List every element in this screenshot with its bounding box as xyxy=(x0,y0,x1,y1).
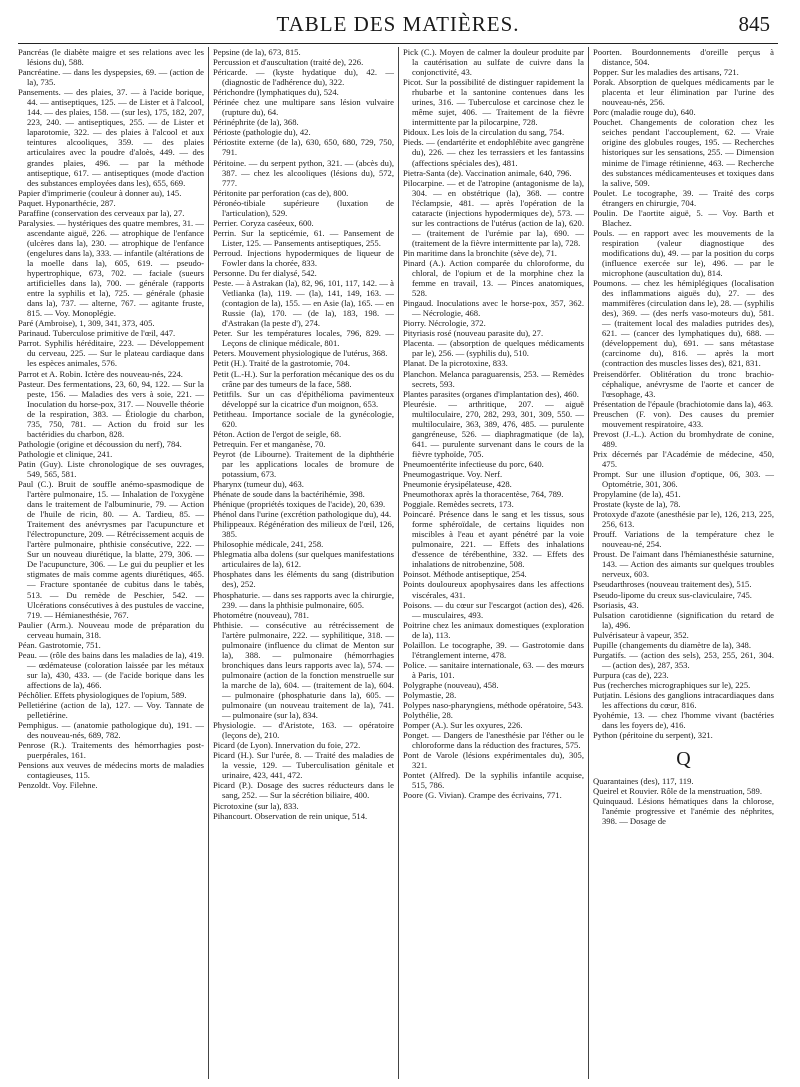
index-entry: Péritonite par perforation (cas de), 800. xyxy=(213,187,349,198)
index-entry: Peau. — (rôle des bains dans les maladies de la), 419. — œdémateuse (coloration laissée par les métaux sur la), 430, 433. — (de l'acide borique dans les affections de la), 466. xyxy=(18,649,204,690)
index-entry: Poisons. — du cœur sur l'escargot (action des), 426. — musculaires, 493. xyxy=(403,599,584,620)
index-entry: Parrot. Syphilis héréditaire, 223. — Développement du cerveau, 225. — Sur le plateau cardiaque dans les espèces animales, 576. xyxy=(18,338,204,369)
index-entry: Phthisie. — consécutive au rétrécissement de l'artère pulmonaire, 222. — syphilitique, 318. — pulmonaire (influence du climat de Menton sur la), 388. — pulmonaire (hémorrhagies bronchiques dans leurs rapports avec la), 574. — pulmonaire (action de la fonction menstruelle sur la marche de la), 604. — (traitement de la), 604. — pulmonaire (phosphaturie dans la), 605. — pulmonaire (un nouveau traitement de la), 741. — pulmonaire (sur la), 834. xyxy=(213,619,394,721)
page-header xyxy=(18,4,778,42)
index-entry: Ponget. — Dangers de l'anesthésie par l'éther ou le chloroforme dans la réduction des fractures, 575. xyxy=(403,730,584,751)
index-entry: Phlegmatia alba dolens (sur quelques manifestations articulaires de la), 612. xyxy=(213,549,394,570)
index-entry: Pharynx (tumeur du), 463. xyxy=(213,479,304,490)
index-entry: Photométre (nouveau), 781. xyxy=(213,609,309,620)
index-entry: Picrotoxine (sur la), 833. xyxy=(213,800,299,811)
index-entry: Pneumogastrique. Voy. Nerf. xyxy=(403,468,503,479)
index-entry: Picard (de Lyon). Innervation du foie, 272. xyxy=(213,740,361,751)
index-entry: Pityriasis rosé (nouveau parasite du), 27. xyxy=(403,328,544,339)
index-entry: Planchon. Melanca paraguarensis, 253. — Remèdes secrets, 593. xyxy=(403,368,584,389)
index-entry: Piorry. Nécrologie, 372. xyxy=(403,318,486,329)
index-entry: Petit (H.). Traité de la gastrotomie, 704. xyxy=(213,358,351,369)
index-entry: Pansements. — des plaies, 37. — à l'acide borique, 44. — antiseptiques, 125. — de Lister et à l'alcool, 144. — des plaies, 158. — (sur les), 175, 182, 207, 223, 240. — antiseptiques, 255. — de Lister et laparotomie, 322. — des plaies à l'alcool et aux teintures alcooliques, 359. — des plaies articulaires avec la poudre d'aloès, 449. — des grandes plaies, 496. — par la méthode antiseptique, 617. — antiseptiques (mode d'action des substances employées dans les), 655, 669. xyxy=(18,87,204,188)
index-entry: Paré (Ambroise), 1, 309, 341, 373, 405. xyxy=(18,318,155,329)
index-entry: Pneumothorax après la thoracentèse, 764, 789. xyxy=(403,489,564,500)
index-entry: Quinquaud. Lésions hématiques dans la chlorose, l'anémie progressive et l'anémie des néphrites, 398. — Dosage de xyxy=(593,796,774,827)
index-entry: Petit (L.-H.). Sur la perforation mécanique des os du crâne par des tumeurs de la face, 588. xyxy=(213,368,394,389)
index-entry: Plantes parasites (organes d'implantation des), 460. xyxy=(403,388,579,399)
index-entry: Pouls. — en rapport avec les mouvements de la respiration (valeur diagnostique des modifications du), 49. — par la position du corps (influence exercée sur le), 496. — par le microphone (auscultation du), 814. xyxy=(593,227,774,279)
index-entry: Pidoux. Les lois de la circulation du sang, 754. xyxy=(403,127,565,138)
index-entry: Purgatifs. — (action des sels), 253, 255, 261, 304. — (action des), 287, 353. xyxy=(593,649,774,670)
index-entry: Protoxyde d'azote (anesthésie par le), 126, 213, 225, 256, 613. xyxy=(593,509,774,530)
index-entry: Pneumoentérite infectieuse du porc, 640. xyxy=(403,458,544,469)
index-entry: Paraffine (conservation des cerveaux par la), 27. xyxy=(18,207,185,218)
index-entry: Périoste (pathologie du), 42. xyxy=(213,127,311,138)
index-entry: Pontet (Alfred). De la syphilis infantile acquise, 515, 786. xyxy=(403,770,584,791)
index-entry: Penrose (R.). Traitements des hémorrhagies post-puerpérales, 161. xyxy=(18,740,204,761)
index-entry: Peters. Mouvement physiologique de l'utérus, 368. xyxy=(213,348,388,359)
index-entry: Peste. — à Astrakan (la), 82, 96, 101, 117, 142. — à Vetlianka (la), 119. — (la), 141, 149, 163. — (contagion de la), 155. — en Asie (la), 165. — en Russie (la), 170. — (de la), 183, 198. — d'Astrakan (la peste d'), 274. xyxy=(213,278,394,329)
index-entry: Physiologie. — d'Aristote, 163. — opératoire (leçons de), 210. xyxy=(213,720,394,741)
index-entry: Pneumonie érysipélateuse, 428. xyxy=(403,479,512,490)
index-entry: Périostite externe (de la), 630, 650, 680, 729, 750, 791. xyxy=(213,137,394,158)
page-number: 845 xyxy=(738,12,770,36)
index-entry: Porc (maladie rouge du), 640. xyxy=(593,107,696,118)
index-entry: Polypes naso-pharyngiens, méthode opératoire, 543. xyxy=(403,700,584,711)
index-entry: Poorten. Bourdonnements d'oreille perçus à distance, 504. xyxy=(593,47,774,68)
index-column-3 xyxy=(398,47,588,1079)
index-entry: Phosphates dans les éléments du sang (distribution des), 252. xyxy=(213,569,394,590)
index-entry: Planat. De la picrotoxine, 833. xyxy=(403,358,508,369)
index-entry: Papier d'imprimerie (couleur à donner au), 145. xyxy=(18,187,182,198)
index-entry: Prevost (J.-L.). Action du bromhydrate de conine, 489. xyxy=(593,428,774,449)
index-entry: Popper. Sur les maladies des artisans, 721. xyxy=(593,67,739,78)
index-entry: Péchôlier. Effets physiologiques de l'opium, 589. xyxy=(18,690,187,700)
index-entry: Pseudarthroses (nouveau traitement des), 515. xyxy=(593,579,752,590)
index-entry: Pepsine (de la), 673, 815. xyxy=(213,47,301,57)
index-entry: Périchondre (lymphatiques du), 524. xyxy=(213,87,339,98)
index-entry: Prompt. Sur une illusion d'optique, 06, 303. — Optométrie, 301, 306. xyxy=(593,468,774,490)
index-entry: Penzoldt. Voy. Filehne. xyxy=(18,780,98,791)
index-entry: Péritoine. — du serpent python, 321. — (abcès du), 387. — chez les alcooliques (lésions du), 572, 777. xyxy=(213,157,394,188)
index-entry: Périnée chez une multipare sans lésion vulvaire (rupture du), 64. xyxy=(213,97,394,118)
index-entry: Pulvérisateur à vapeur, 352. xyxy=(593,629,689,640)
index-entry: Pancréatine. — dans les dyspepsies, 69. — (action de la), 735. xyxy=(18,67,204,88)
index-entry: Pont de Varole (lésions expérimentales du), 305, 321. xyxy=(403,750,584,771)
index-entry: Placenta. — (absorption de quelques médicaments par le), 256. — (syphilis du), 510. xyxy=(403,338,584,359)
index-entry: Peyrot (de Libourne). Traitement de la diphthérie par les applications locales de bromure de potassium, 673. xyxy=(213,448,394,479)
index-entry: Python (péritoine du serpent), 321. xyxy=(593,730,713,741)
index-entry: Péricarde. — (kyste hydatique du), 42. — (diagnostic de l'adhérence du), 322. xyxy=(213,67,394,88)
header-rule xyxy=(18,43,778,44)
index-entry: Pingaud. Inoculations avec le horse-pox, 357, 362. — Nécrologie, 468. xyxy=(403,298,584,319)
index-entry: Polygraphe (nouveau), 458. xyxy=(403,679,499,690)
index-entry: Phénique (propriétés toxiques de l'acide), 20, 639. xyxy=(213,499,386,510)
index-entry: Pomper (A.). Sur les oxyures, 226. xyxy=(403,720,523,731)
index-entry: Phénol dans l'urine (excrétion pathologique du), 44. xyxy=(213,509,392,520)
index-column-2 xyxy=(208,47,398,1079)
index-entry: Pancréas (le diabète maigre et ses relations avec les lésions du), 588. xyxy=(18,47,204,68)
index-entry: Pelletiérine (action de la), 127. — Voy. Tannate de pelletiérine. xyxy=(18,700,204,721)
index-column-1 xyxy=(18,47,208,1079)
index-entry: Poore (G. Vivian). Crampe des écrivains, 771. xyxy=(403,790,562,801)
index-entry: Pleurésie. — arthritique, 207. — aiguë multiloculaire, 270, 282, 293, 301, 309, 550. — multiloculaire, 363, 389, 476, 485. — purulente gangréneuse, 526. — diaphragmatique (de la), 641. — purulente survenant dans le cours de la fièvre typhoïde, 705. xyxy=(403,398,584,459)
index-entry: Quarantaines (des), 117, 119. xyxy=(593,776,694,787)
index-entry: Picard (P.). Dosage des sucres réducteurs dans le sang, 252. — Sur la sécrétion biliaire, 400. xyxy=(213,780,394,801)
index-entry: Percussion et d'auscultation (traité de), 226. xyxy=(213,57,364,68)
index-entry: Poulet. Le tocographe, 39. — Traité des corps étrangers en chirurgie, 704. xyxy=(593,187,774,208)
index-entry: Picot. Sur la possibilité de distinguer rapidement la rhubarbe et la santonine contenues dans les urines, 316. — Tuberculose et carcinose chez le même sujet, 406. — Traitement de la fièvre intermittente par la pilocarpine, 728. xyxy=(403,77,584,128)
index-entry: Poumons. — chez les hémiplégiques (localisation des inflammations aiguës du), 27. — des mammifères (circulation dans le), 28. — (syphilis des), 369. — (des nerfs vaso-moteurs du), 581. — (traitement local des maladies putrides des), 621. — (cancer des lymphatiques du), 688. — (développement du), 691. — sans métastase (carcinome du), 816. — après la mort (contraction des muscles lisses des), 821, 831. xyxy=(593,278,774,369)
index-entry: Philosophie médicale, 241, 258. xyxy=(213,539,324,550)
index-entry: Péan. Gastrotomie, 751. xyxy=(18,639,101,650)
index-entry: Pemphigus. — (anatomie pathologique du), 191. — des nouveau-nés, 689, 782. xyxy=(18,720,204,741)
index-entry: Pilocarpine. — et de l'atropine (antagonisme de la), 304. — en obstétrique (la), 368. — contre l'éclampsie, 481. — après l'opération de la cataracte (injections hypodermiques de), 573. — sur les contractions de l'utérus (action de la), 620. — (traitement de l'urémie par la), 690. — (traitement de la fièvre intermittente par la), 728. xyxy=(403,177,584,248)
index-entry: Propylamine (de la), 451. xyxy=(593,489,681,500)
index-entry: Polaillon. Le tocographe, 39. — Gastrotomie dans l'étranglement interne, 478. xyxy=(403,639,584,660)
index-entry: Paquet. Hyponarthécie, 287. xyxy=(18,197,116,208)
index-entry: Paralysies. — hystériques des quatre membres, 31. — ascendante aiguë, 226. — atrophique de l'enfance (ulcères dans la), 230. — atrophique de l'enfance (engelures dans la), 333. — infantile (altérations de la moelle dans la), 605, 619. — pseudo-hypertrophique, 673, 702. — faciale (sueurs artificielles dans la), 700. — générale (rapports entre la syphilis et la), 725. — générale (phasie dans la), 737. — alterne, 767. — agitante fruste, 815. — Voy. Monoplégie. xyxy=(18,217,204,319)
index-entry: Petitheau. Importance sociale de la gynécologie, 620. xyxy=(213,408,394,429)
index-entry: Poincaré. Présence dans le sang et les tissus, sous forme sphéroïdale, de certains liquides non miscibles à l'eau et ayant pénétré par la voie pulmonaire, 221. — Effets des inhalations d'essence de térébenthine, 332. — Effets des inhalations de nitrobenzine, 508. xyxy=(403,509,584,570)
index-entry: Pasteur. Des fermentations, 23, 60, 94, 122. — Sur la peste, 156. — Maladies des vers à soie, 221. — Inoculation du horse-pox, 317. — Nouvelle théorie de la respiration, 383. — Étiologie du charbon, 735, 750, 781. — Action du froid sur les bactéridies du charbon, 828. xyxy=(18,378,204,439)
index-column-4 xyxy=(588,47,778,1079)
index-entry: Pyohémie, 13. — chez l'homme vivant (bactéries dans les foyers de), 416. xyxy=(593,710,774,731)
index-entry: Perrin. Sur la septicémie, 61. — Pansement de Lister, 125. — Pansements antiseptiques, 255. xyxy=(213,227,394,248)
index-entry: Pulsation carotidienne (signification du retard de la), 496. xyxy=(593,609,774,630)
index-entry: Poinsot. Méthode antiseptique, 254. xyxy=(403,569,527,580)
index-entry: Pieds. — (endartérite et endophlébite avec gangrène du), 226. — chez les terrassiers et les fantassins (affections spéciales des), 481. xyxy=(403,137,584,168)
index-entry: Parinaud. Tuberculose primitive de l'œil, 447. xyxy=(18,328,176,339)
index-entry: Pensions aux veuves de médecins morts de maladies contagieuses, 115. xyxy=(18,760,204,781)
index-entry: Petrequin. Fer et manganèse, 70. xyxy=(213,438,326,449)
section-letter: Q xyxy=(676,748,691,771)
index-entry: Purpura (cas de), 223. xyxy=(593,669,669,680)
index-entry: Parrot et A. Robin. Ictère des nouveau-nés, 224. xyxy=(18,368,183,379)
index-entry: Preisendörfer. Oblitération du tronc brachio-céphalique, anévrysme de l'aorte et cancer de l'œsophage, 43. xyxy=(593,368,774,399)
index-entry: Peter. Sur les températures locales, 796, 829. — Leçons de clinique médicale, 801. xyxy=(213,328,394,349)
index-entry: Pouchet. Changements de coloration chez les seiches pendant l'accouplement, 62. — Vraie origine des globules rouges, 195. — Recherches historiques sur les sensations, 255. — Dimension minime de l'image rétinienne, 463. — Recherche des substances médicamenteuses et toxiques dans la salive, 509. xyxy=(593,117,774,188)
index-entry: Picard (H.). Sur l'urée, 8. — Traité des maladies de la vessie, 129. — Tuberculisation génitale et urinaire, 423, 441, 472. xyxy=(213,750,394,781)
index-entry: Prouff. Variations de la température chez le nouveau-né, 254. xyxy=(593,529,774,550)
index-entry: Poulin. De l'aortite aiguë, 5. — Voy. Barth et Blachez. xyxy=(593,207,774,228)
index-entry: Pathologie et clinique, 241. xyxy=(18,448,113,459)
index-entry: Prostate (kyste de la), 78. xyxy=(593,499,681,510)
index-entry: Phosphaturie. — dans ses rapports avec la chirurgie, 239. — dans la phthisie pulmonaire, 605. xyxy=(213,589,394,610)
index-entry: Pathologie (origine et découssion du nerf), 784. xyxy=(18,438,182,449)
index-entry: Personne. Du fer dialysé, 542. xyxy=(213,268,317,279)
index-entry: Pinard (A.). Action comparée du chloroforme, du chloral, de l'opium et de la morphine chez la femme en travail, 13. — Pinces anatomiques, 528. xyxy=(403,257,584,299)
index-entry: Preuschen (F. von). Des causes du premier mouvement respiratoire, 433. xyxy=(593,408,774,429)
index-entry: Putjatin. Lésions des ganglions intracardiaques dans les affections du cœur, 816. xyxy=(593,690,774,711)
index-entry: Poggiale. Remèdes secrets, 173. xyxy=(403,499,514,510)
index-entry: Polymastie, 28. xyxy=(403,690,457,700)
index-entry: Proust. De l'aimant dans l'hémianesthésie saturnine, 143. — Action des aimants sur quelques troubles nerveux, 603. xyxy=(593,549,774,580)
index-entry: Péronéo-tibiale supérieure (luxation de l'articulation), 529. xyxy=(213,197,394,218)
index-entry: Phénate de soude dans la bactérihémie, 398. xyxy=(213,489,365,500)
index-entry: Points douloureux apophysaires dans les affections viscérales, 431. xyxy=(403,579,584,600)
index-entry: Paul (C.). Bruit de souffle anémo-spasmodique de l'artère pulmonaire, 15. — Inhalation de l'oxygène dans le traitement de l'albuminurie, 79. — Action de l'huile de ricin, 80. — A. Tardieu, 85. — Traitement des anévrysmes par l'acupuncture et l'électropuncture, 209. — Rétrécissement acquis de l'artère pulmonaire, phthisie consécutive, 222. — Sur un nouveau diurétique, la blatte, 279, 306. — De l'acupuncture, 306. — Le gui du peuplier et les stigmates de maïs comme agents diurétiques, 465. — Fracture spontanée de cubitus dans le tabès, 513. — Du remède de Peschier, 542. — Ulcérations consécutives à des pustules de vaccine, 719. — Hémianesthésie, 767. xyxy=(18,479,204,620)
index-entry: Pupille (changements du diamètre de la), 348. xyxy=(593,639,751,650)
index-entry: Paulier (Arm.). Nouveau mode de préparation du cerveau humain, 318. xyxy=(18,619,204,640)
index-entry: Présentation de l'épaule (brachiotomie dans la), 463. xyxy=(593,398,774,409)
index-entry: Pus (recherches micrographiques sur le), 225. xyxy=(593,679,751,690)
index-entry: Patin (Guy). Liste chronologique de ses ouvrages, 549, 565, 581. xyxy=(18,458,204,479)
index-entry: Perrier. Coryza caséeux, 600. xyxy=(213,217,314,228)
index-entry: Prix décernés par l'Académie de médecine, 450, 475. xyxy=(593,448,774,469)
index-entry: Queirel et Rouvier. Rôle de la menstruation, 589. xyxy=(593,786,762,797)
index-entry: Polythélie, 28. xyxy=(403,710,453,721)
index-entry: Pseudo-lipome du creux sus-claviculaire, 745. xyxy=(593,589,752,600)
index-entry: Perroud. Injections hypodermiques de liqueur de Fowler dans la chorée, 833. xyxy=(213,247,394,268)
index-entry: Petitfils. Sur un cas d'épithélioma pavimenteux développé sur la cicatrice d'un moignon, 653. xyxy=(213,388,394,409)
index-columns xyxy=(18,47,778,1079)
index-entry: Pin maritime dans la bronchite (sève de), 71. xyxy=(403,247,557,258)
index-entry: Péton. Action de l'ergot de seigle, 68. xyxy=(213,428,342,439)
index-entry: Philippeaux. Régénération des milieux de l'œil, 126, 385. xyxy=(213,519,394,540)
index-entry: Pihancourt. Observation de rein unique, 514. xyxy=(213,810,368,821)
index-entry: Psoriasis, 43. xyxy=(593,599,639,610)
index-entry: Périnéphrite (de la), 368. xyxy=(213,117,299,128)
index-entry: Poitrine chez les animaux domestiques (exploration de la), 113. xyxy=(403,619,584,640)
index-entry: Porak. Absorption de quelques médicaments par le placenta et leur élimination par l'urine des nouveau-nés, 256. xyxy=(593,77,774,108)
index-entry: Police. — sanitaire internationale, 63. — des mœurs à Paris, 101. xyxy=(403,659,584,680)
index-entry: Pick (C.). Moyen de calmer la douleur produite par la cautérisation au sulfate de cuivre dans la conjonctivité, 43. xyxy=(403,47,584,78)
index-entry: Pietra-Santa (de). Vaccination animale, 640, 796. xyxy=(403,167,572,178)
page-title: TABLE DES MATIÈRES. xyxy=(276,12,520,36)
